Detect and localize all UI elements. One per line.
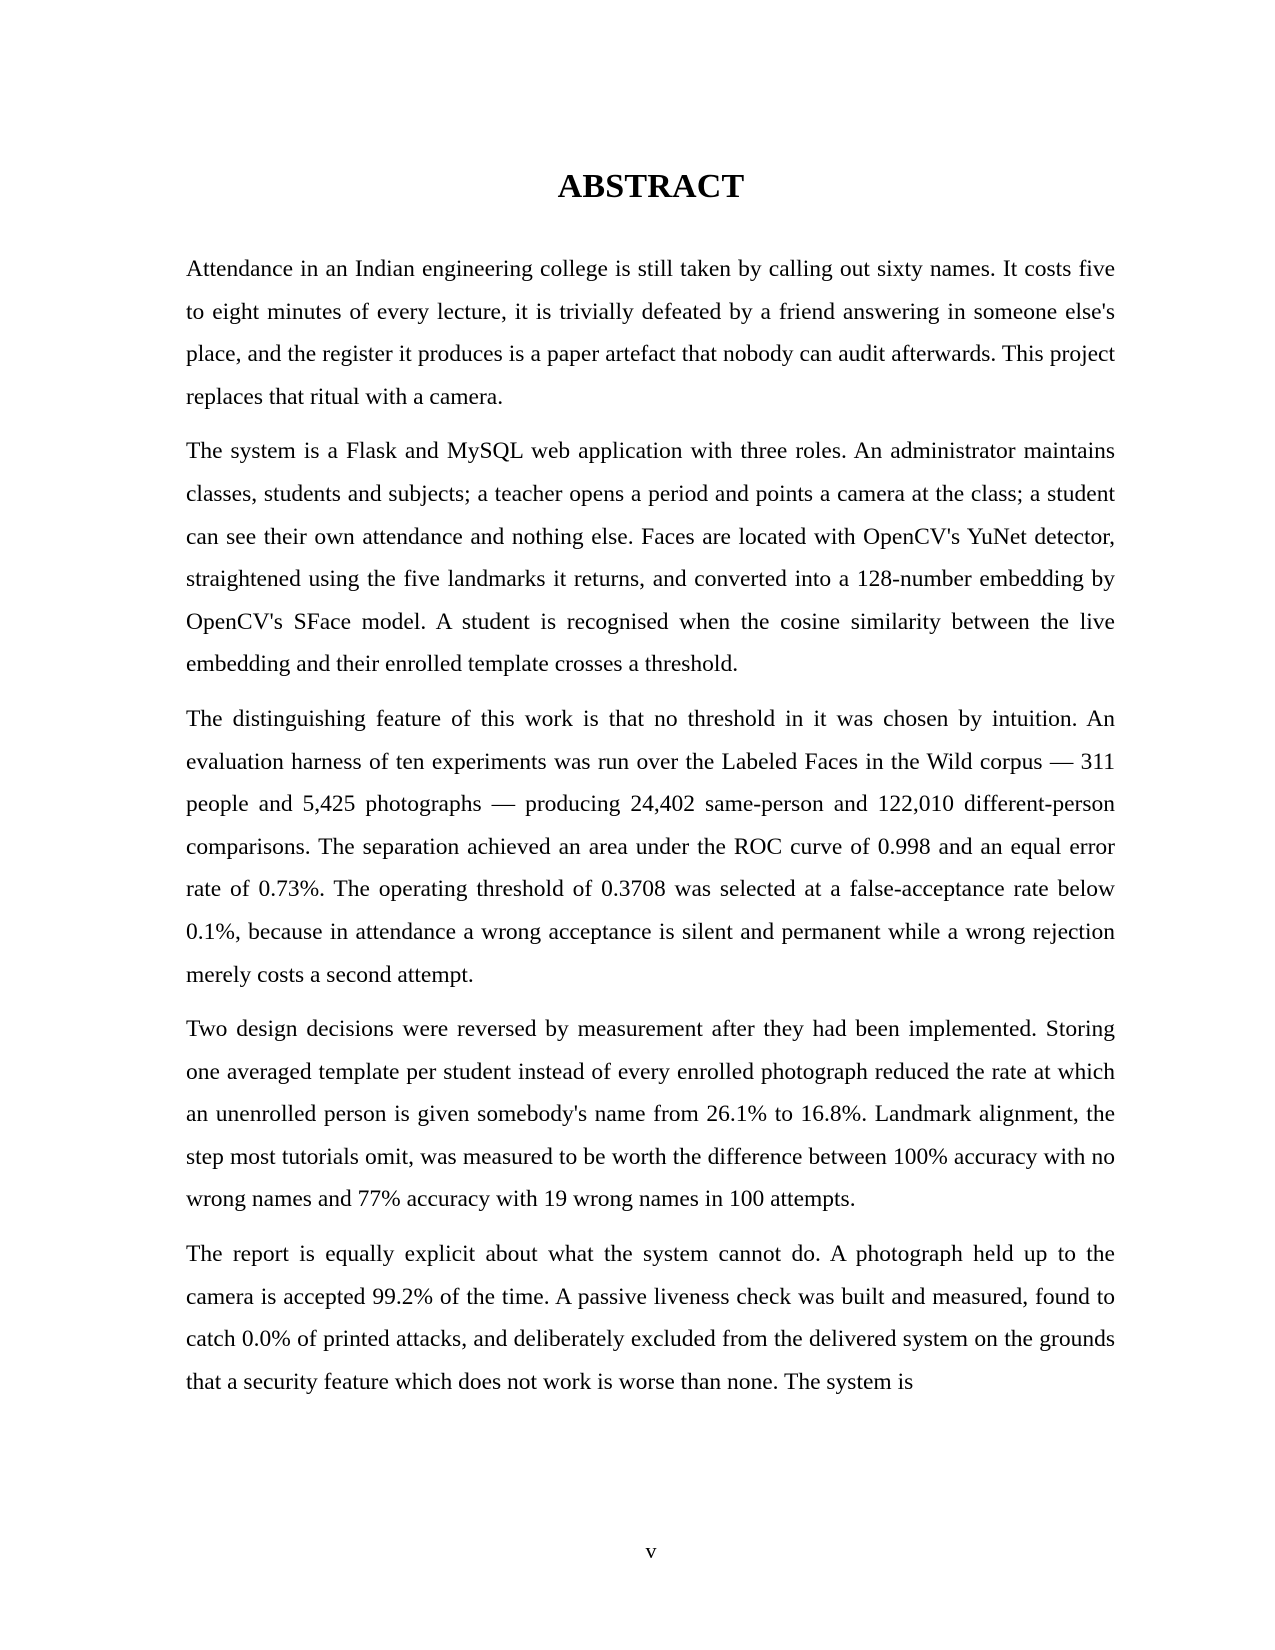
page-title: ABSTRACT bbox=[557, 167, 745, 205]
abstract-paragraph-2: The system is a Flask and MySQL web application with three roles. An administrator maintains classes, students and subjects; a teacher opens a period and points a camera at the class; a student can see their own attendance and nothing else. Faces are located with OpenCV's YuNet detector, straightened using the five landmarks it returns, and converted into a 128-number embedding by OpenCV's SFace model. A student is recognised when the cosine similarity between the live embedding and their enrolled template crosses a threshold. bbox=[186, 438, 1115, 678]
abstract-body bbox=[186, 248, 1115, 1415]
page-number: v bbox=[645, 1538, 657, 1563]
abstract-paragraph-1: Attendance in an Indian engineering college is still taken by calling out sixty names. It costs five to eight minutes of every lecture, it is trivially defeated by a friend answering in someone else's place, and the register it produces is a paper artefact that nobody can audit afterwards. This project replaces that ritual with a camera. bbox=[186, 256, 1115, 410]
abstract-paragraph-5: The report is equally explicit about what the system cannot do. A photograph held up to the camera is accepted 99.2% of the time. A passive liveness check was built and measured, found to catch 0.0% of printed attacks, and deliberately excluded from the delivered system on the grounds that a security feature which does not work is worse than none. The system is bbox=[186, 1241, 1115, 1395]
abstract-paragraph-4: Two design decisions were reversed by measurement after they had been implemented. Storing one averaged template per student instead of every enrolled photograph reduced the rate at which an unenrolled person is given somebody's name from 26.1% to 16.8%. Landmark alignment, the step most tutorials omit, was measured to be worth the difference between 100% accuracy with no wrong names and 77% accuracy with 19 wrong names in 100 attempts. bbox=[186, 1016, 1115, 1213]
abstract-paragraph-3: The distinguishing feature of this work is that no threshold in it was chosen by intuition. An evaluation harness of ten experiments was run over the Labeled Faces in the Wild corpus — 311 people and 5,425 photographs — producing 24,402 same-person and 122,010 different-person comparisons. The separation achieved an area under the ROC curve of 0.998 and an equal error rate of 0.73%. The operating threshold of 0.3708 was selected at a false-acceptance rate below 0.1%, because in attendance a wrong acceptance is silent and permanent while a wrong rejection merely costs a second attempt. bbox=[186, 705, 1115, 988]
